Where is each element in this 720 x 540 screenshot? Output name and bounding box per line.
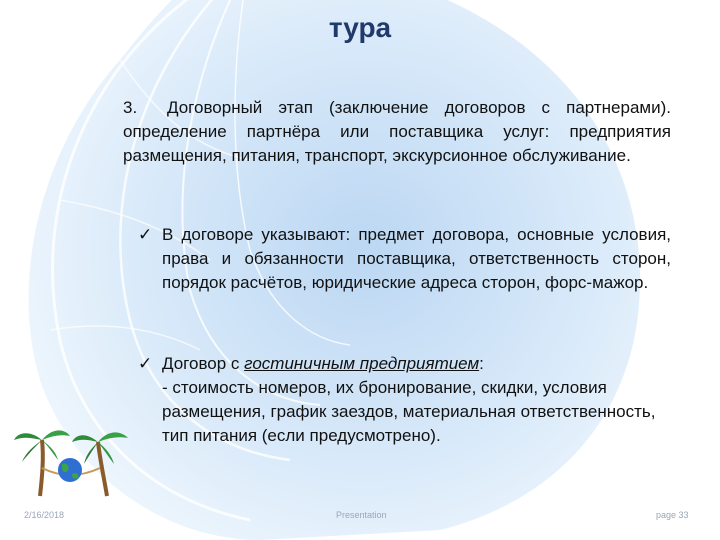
bullet-hotel-contract: [138, 352, 671, 448]
checkmark-icon: ✓: [138, 354, 153, 373]
paragraph-text: Договорный этап (заключение договоров с партнерами). определение партнёра или поставщика услуг: предприятия размещения, питания, транспорт, экскурсионное обслуживание.: [123, 98, 671, 165]
bullet-colon: :: [479, 354, 484, 373]
bullet-emphasis: гостиничным предприятием: [244, 354, 480, 373]
footer-presentation-label: Presentation: [336, 510, 387, 520]
bullet-text: [162, 352, 671, 448]
footer-date: 2/16/2018: [24, 510, 65, 520]
bullet-details: - стоимость номеров, их бронирование, скидки, условия размещения, график заездов, материальная ответственность, тип питания (если предусмотрено).: [162, 378, 656, 445]
bullet-lead: Договор с: [162, 354, 245, 373]
title-clipped-line: [120, 0, 600, 4]
palm-trees-globe-icon: [12, 418, 132, 498]
paragraph-number: 3.: [123, 98, 138, 117]
title-text: тура: [328, 12, 392, 43]
bullet-contract-contents: [138, 223, 671, 295]
bullet-text: В договоре указывают: предмет договора, основные условия, права и обязанности поставщика, ответственность сторон, порядок расчётов, юридические адреса сторон, форс-мажор.: [162, 225, 671, 292]
paragraph-contract-stage: [123, 96, 671, 168]
checkmark-icon: ✓: [138, 225, 153, 244]
footer-page-number: page 33: [656, 510, 689, 520]
